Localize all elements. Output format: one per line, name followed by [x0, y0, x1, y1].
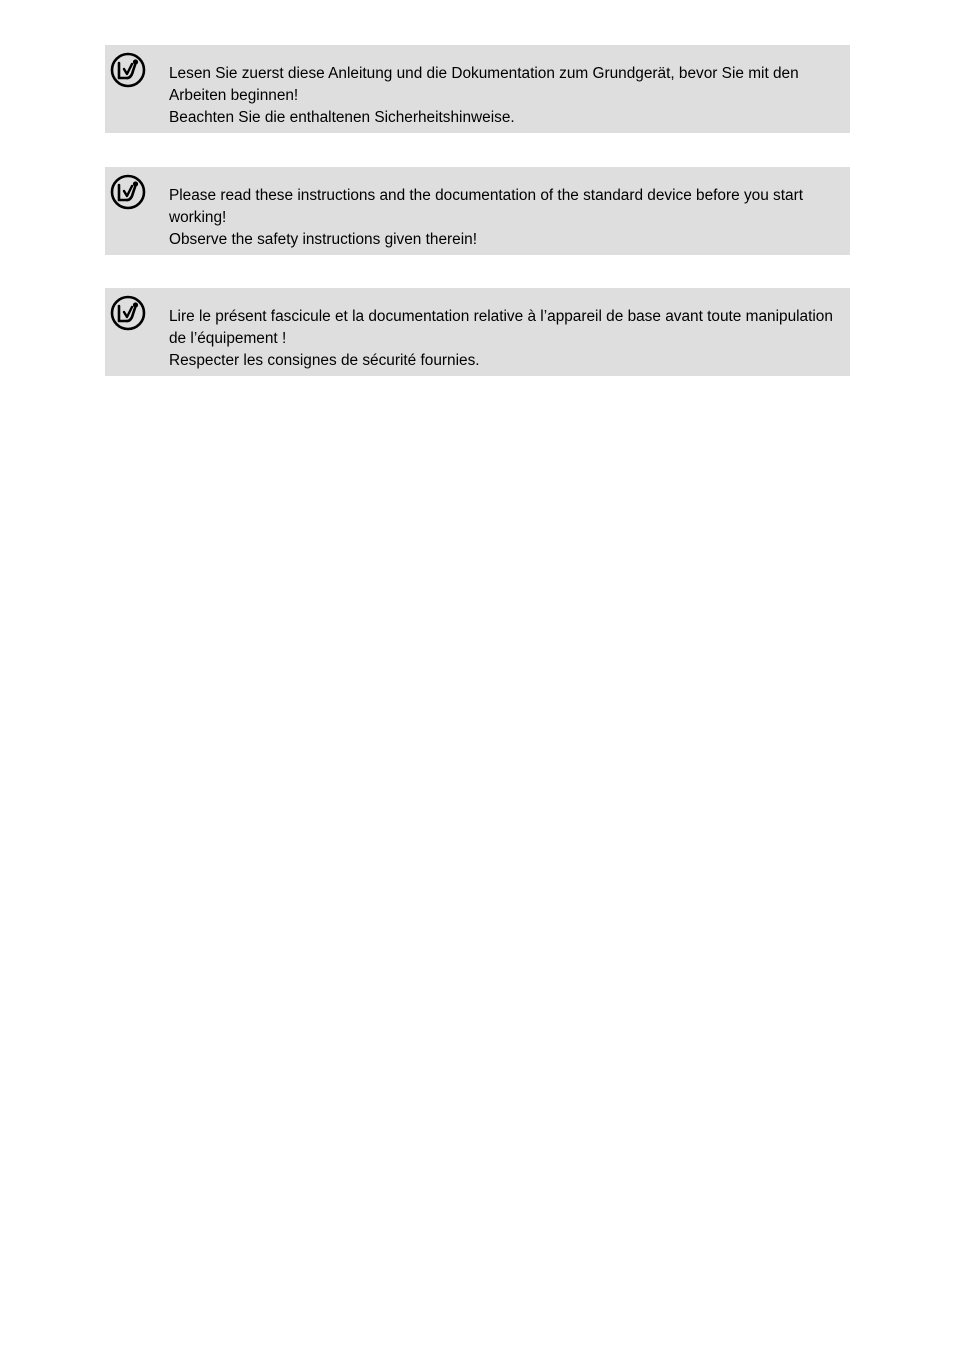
- safety-text: Beachten Sie die enthaltenen Sicherheitshinweise.: [169, 109, 515, 127]
- safety-text: Observe the safety instructions given therein!: [169, 231, 477, 249]
- notice-english: [105, 167, 850, 255]
- read-manual-icon: [110, 52, 146, 88]
- instruction-text: Lesen Sie zuerst diese Anleitung und die Dokumentation zum Grundgerät, bevor Sie mit den Arbeiten beginnen!: [169, 65, 799, 105]
- notice-french: [105, 288, 850, 376]
- notice-text: [169, 63, 845, 130]
- notice-text: [169, 185, 845, 252]
- read-manual-icon: [110, 295, 146, 331]
- read-manual-icon: [110, 174, 146, 210]
- instruction-text: Lire le présent fascicule et la documentation relative à l’appareil de base avant toute manipulation de l’équipement !: [169, 308, 833, 348]
- instruction-text: Please read these instructions and the documentation of the standard device before you start working!: [169, 187, 803, 227]
- notice-text: [169, 306, 845, 373]
- notice-german: [105, 45, 850, 133]
- safety-text: Respecter les consignes de sécurité fournies.: [169, 352, 480, 370]
